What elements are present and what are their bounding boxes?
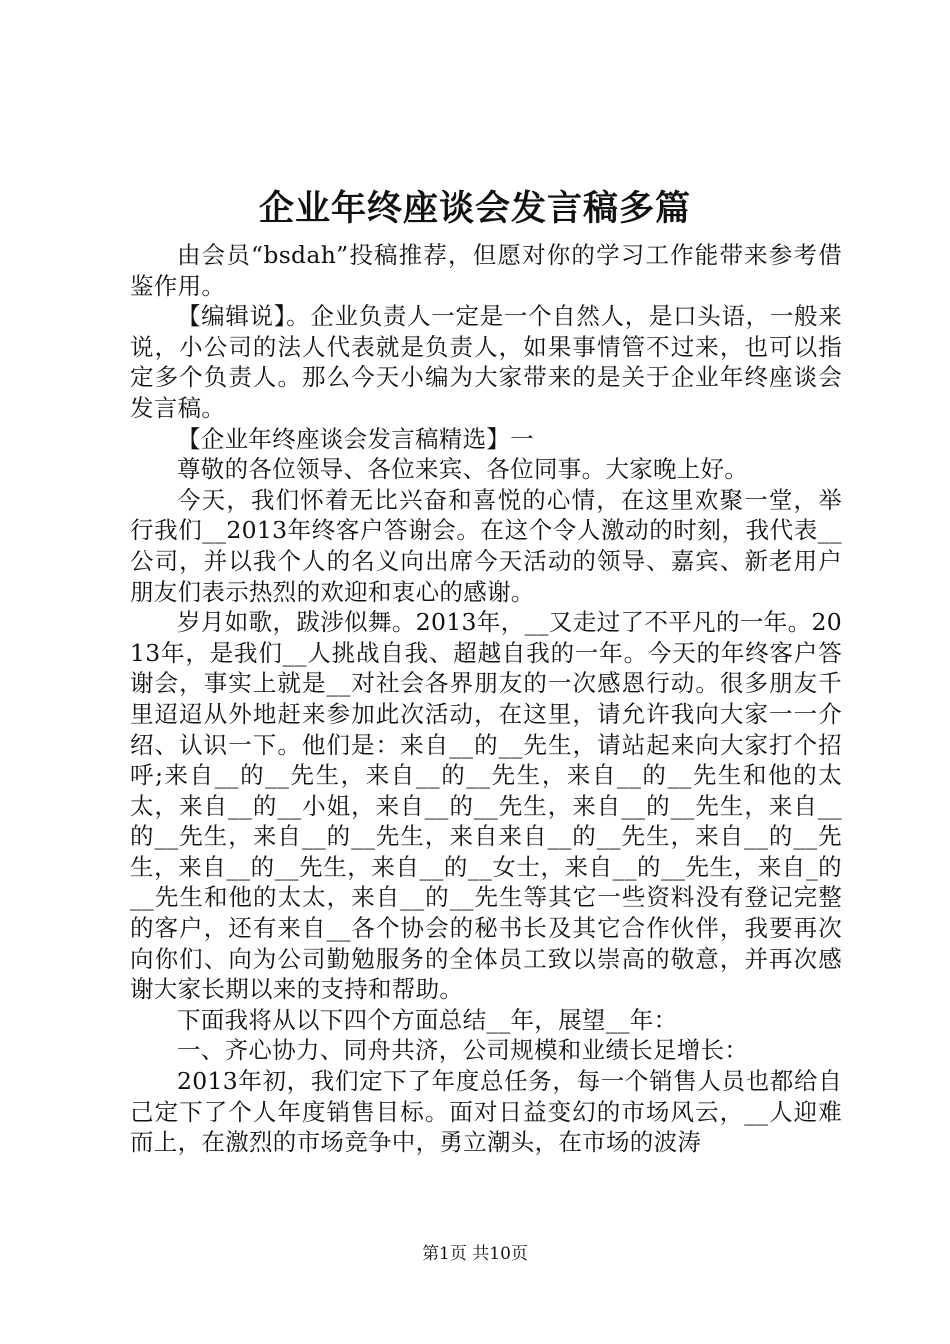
paragraph-greeting: 尊敬的各位领导、各位来宾、各位同事。大家晚上好。 bbox=[177, 455, 749, 484]
document-body bbox=[130, 240, 842, 1158]
paragraph-point-one: 一、齐心协力、同舟共济，公司规模和业绩长足增长： bbox=[177, 1036, 749, 1065]
paragraph-outline: 下面我将从以下四个方面总结__年，展望__年： bbox=[177, 1005, 678, 1034]
page-footer: 第1页 共10页 bbox=[422, 1244, 528, 1264]
paragraph-section-heading: 【企业年终座谈会发言稿精选】一 bbox=[177, 424, 534, 453]
paragraph-editor-note: 【编辑说】。企业负责人一定是一个自然人，是口头语，一般来说，小公司的法人代表就是负责人，如果事情管不过来，也可以指定多个负责人。那么今天小编为大家带来的是关于企业年终座谈会发言稿。 bbox=[130, 302, 842, 422]
paragraph-year-review: 岁月如歌，跋涉似舞。2013年，__又走过了不平凡的一年。2013年，是我们__人挑战自我、超越自我的一年。今天的年终客户答谢会，事实上就是__对社会各界朋友的一次感恩行动。很多朋友千里迢迢从外地赶来参加此次活动，在这里，请允许我向大家一一介绍、认识一下。他们是：来自__的__先生，请站起来向大家打个招呼;来自__的__先生，来自__的__先生，来自__的__先生和他的太太，来自__的__小姐，来自__的__先生，来自__的__先生，来自__的__先生，来自__的__先生，来自来自__的__先生，来自__的__先生，来自__的__先生，来自__的__女士，来自__的__先生，来自_的__先生和他的太太，来自__的__先生等其它一些资料没有登记完整的客户，还有来自__各个协会的秘书长及其它合作伙伴，我要再次向你们、向为公司勤勉服务的全体员工致以崇高的敬意，并再次感谢大家长期以来的支持和帮助。 bbox=[130, 608, 842, 1004]
document-title: 企业年终座谈会发言稿多篇 bbox=[258, 188, 691, 229]
paragraph-targets: 2013年初，我们定下了年度总任务，每一个销售人员也都给自己定下了个人年度销售目标。面对日益变幻的市场风云，__人迎难而上，在激烈的市场竞争中，勇立潮头，在市场的波涛 bbox=[130, 1067, 842, 1157]
paragraph-intro: 由会员“bsdah”投稿推荐，但愿对你的学习工作能带来参考借鉴作用。 bbox=[130, 241, 842, 300]
paragraph-welcome: 今天，我们怀着无比兴奋和喜悦的心情，在这里欢聚一堂，举行我们__2013年终客户答谢会。在这个令人激动的时刻，我代表__公司，并以我个人的名义向出席今天活动的领导、嘉宾、新老用户朋友们表示热烈的欢迎和衷心的感谢。 bbox=[130, 485, 842, 606]
